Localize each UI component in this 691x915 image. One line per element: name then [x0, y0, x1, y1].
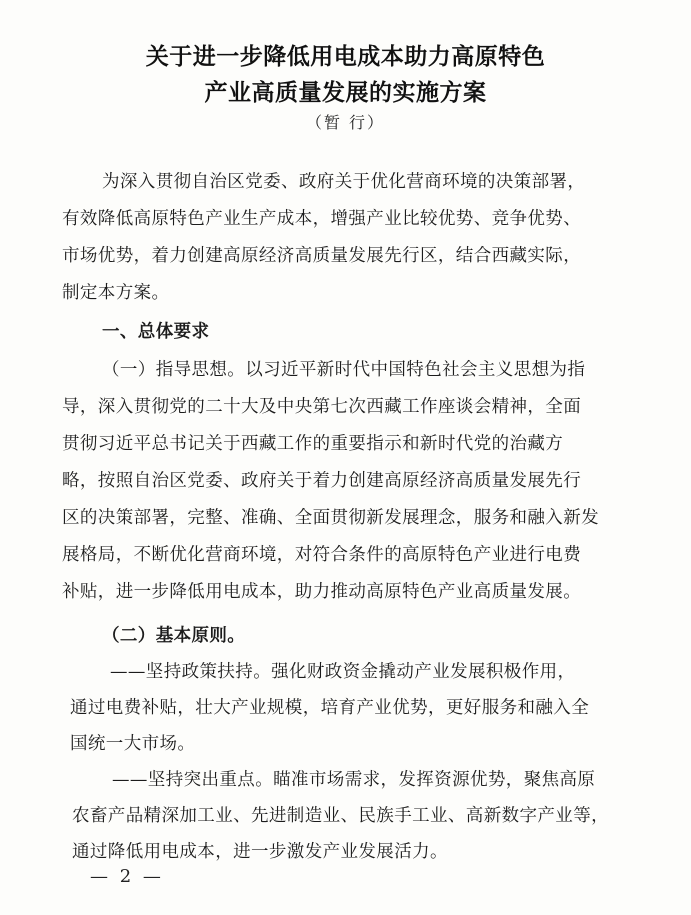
guiding-line-3: 贯彻习近平总书记关于西藏工作的重要指示和新时代党的治藏方: [62, 434, 564, 454]
guiding-line-6: 展格局，不断优化营商环境，对符合条件的高原特色产业进行电费: [62, 545, 582, 565]
guiding-line-5: 区的决策部署，完整、准确、全面贯彻新发展理念，服务和融入新发: [62, 508, 599, 528]
intro-line-1: 为深入贯彻自治区党委、政府关于优化营商环境的决策部署，: [102, 172, 586, 192]
guiding-line-4: 略，按照自治区党委、政府关于着力创建高原经济高质量发展先行: [62, 471, 582, 491]
guiding-line-1: （一）指导思想。以习近平新时代中国特色社会主义思想为指: [102, 360, 586, 380]
page-number: — 2 —: [90, 866, 164, 887]
principle2-line-3: 通过降低用电成本，进一步激发产业发展活力。: [72, 842, 448, 862]
document-title-line-1: 关于进一步降低用电成本助力高原特色: [145, 44, 546, 70]
principle2-line-1: ——坚持突出重点。瞄准市场需求，发挥资源优势，聚焦高原: [112, 770, 596, 790]
principle1-line-1: ——坚持政策扶持。强化财政资金撬动产业发展积极作用，: [110, 662, 576, 682]
document-title-line-2: 产业高质量发展的实施方案: [204, 80, 487, 106]
intro-line-3: 市场优势，着力创建高原经济高质量发展先行区，结合西藏实际，: [62, 246, 582, 266]
section-heading-general-requirements: 一、总体要求: [102, 322, 210, 342]
intro-line-4: 制定本方案。: [62, 283, 170, 303]
principle1-line-3: 国统一大市场。: [70, 734, 196, 754]
principle2-line-2: 农畜产品精深加工业、先进制造业、民族手工业、高新数字产业等，: [72, 806, 609, 826]
section-heading-basic-principles: （二）基本原则。: [102, 626, 246, 646]
principle1-line-2: 通过电费补贴，壮大产业规模，培育产业优势，更好服务和融入全: [70, 698, 590, 718]
guiding-line-2: 导，深入贯彻党的二十大及中央第七次西藏工作座谈会精神，全面: [62, 397, 582, 417]
intro-line-2: 有效降低高原特色产业生产成本，增强产业比较优势、竞争优势、: [62, 209, 582, 229]
guiding-line-7: 补贴，进一步降低用电成本，助力推动高原特色产业高质量发展。: [62, 582, 582, 602]
document-subtitle: （暂 行）: [305, 113, 386, 132]
